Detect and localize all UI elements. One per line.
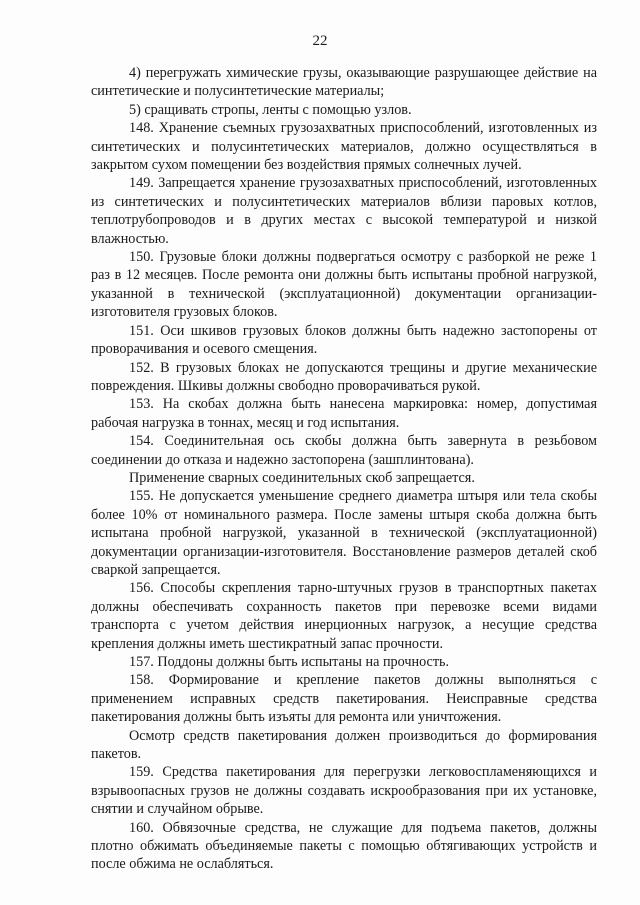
paragraph-158-note: Осмотр средств пакетирования должен производиться до формирования пакетов. (91, 727, 597, 763)
paragraph-148: 148. Хранение съемных грузозахватных приспособлений, изготовленных из синтетических и полусинтетических материалов, должно осуществляться в закрытом сухом помещении без воздействия прямых солнечных лучей. (91, 120, 597, 174)
paragraph-154-note: Применение сварных соединительных скоб запрещается. (129, 469, 475, 486)
paragraph-149: 149. Запрещается хранение грузозахватных приспособлений, изготовленных из синтетических и полусинтетических материалов вблизи паровых котлов, теплотрубопроводов и в других местах с высокой температурой и низкой влажностью. (91, 175, 597, 247)
paragraph-155: 155. Не допускается уменьшение среднего диаметра штыря или тела скобы более 10% от номинального размера. После замены штыря скоба должна быть испытана пробной нагрузкой, указанной в технической (эксплуатационной) документации организации-изготовителя. Восстановление размеров деталей скоб сваркой запрещается. (91, 488, 597, 578)
paragraph-159: 159. Средства пакетирования для перегрузки легковоспламеняющихся и взрывоопасных грузов не должны создавать искрообразования при их установке, снятии и случайном обрыве. (91, 764, 597, 818)
paragraph-158: 158. Формирование и крепление пакетов должны выполняться с применением исправных средств пакетирования. Неисправные средства пакетирования должны быть изъяты для ремонта или уничтожения. (91, 672, 597, 726)
document-body (91, 64, 597, 874)
page-number: 22 (312, 33, 328, 49)
paragraph-150: 150. Грузовые блоки должны подвергаться осмотру с разборкой не реже 1 раз в 12 месяцев. После ремонта они должны быть испытаны пробной нагрузкой, указанной в технической (эксплуатационной) документации организации-изготовителя грузовых блоков. (91, 249, 597, 321)
paragraph-item-4: 4) перегружать химические грузы, оказывающие разрушающее действие на синтетические и полусинтетические материалы; (91, 65, 597, 100)
paragraph-153: 153. На скобах должна быть нанесена маркировка: номер, допустимая рабочая нагрузка в тоннах, месяц и год испытания. (91, 396, 597, 431)
paragraph-151: 151. Оси шкивов грузовых блоков должны быть надежно застопорены от проворачивания и осевого смещения. (91, 322, 597, 358)
paragraph-item-5: 5) сращивать стропы, ленты с помощью узлов. (129, 101, 412, 118)
paragraph-152: 152. В грузовых блоках не допускаются трещины и другие механические повреждения. Шкивы должны свободно проворачиваться рукой. (91, 359, 597, 394)
paragraph-154: 154. Соединительная ось скобы должна быть завернута в резьбовом соединении до отказа и надежно застопорена (зашплинтована). (91, 433, 597, 468)
paragraph-160: 160. Обвязочные средства, не служащие для подъема пакетов, должны плотно обжимать объединяемые пакеты с помощью обтягивающих устройств и после обжима не ослабляться. (91, 819, 597, 873)
paragraph-157: 157. Поддоны должны быть испытаны на прочность. (129, 654, 450, 670)
paragraph-156: 156. Способы скрепления тарно-штучных грузов в транспортных пакетах должны обеспечивать сохранность пакетов при перевозке всеми видами транспорта с учетом действия инерционных нагрузок, а несущие средства крепления должны иметь шестикратный запас прочности. (91, 580, 597, 652)
